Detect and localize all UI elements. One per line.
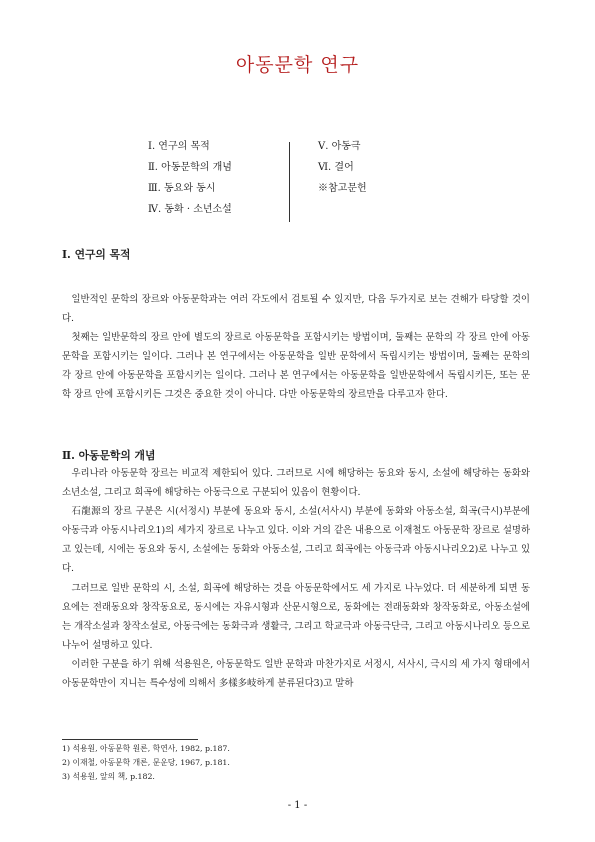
footnote: 2) 이재철, 아동문학 개론, 문운당, 1967, p.181. bbox=[62, 757, 230, 767]
toc-item: ※참고문헌 bbox=[318, 183, 367, 194]
page-title: 아동문학 연구 bbox=[235, 54, 360, 76]
section-body bbox=[62, 290, 530, 405]
toc-item: Ⅴ. 아동극 bbox=[318, 141, 361, 152]
paragraph: 일반적인 문학의 장르와 아동문학과는 여러 각도에서 검토될 수 있지만, 다음 두가지로 보는 견해가 타당할 것이다. bbox=[62, 294, 530, 325]
footnote: 1) 석용원, 아동문학 원론, 학연사, 1982, p.187. bbox=[62, 744, 230, 753]
paragraph: 이러한 구분을 하기 위해 석용원은, 아동문학도 일반 문학과 마찬가지로 서정시, 서사시, 극시의 세 가지 형태에서 아동문학만이 지니는 특수성에 의해서 多樣多岐하게 분류된다3)고 말하 bbox=[62, 658, 530, 690]
footnote-separator bbox=[62, 739, 198, 740]
toc-item: Ⅳ. 동화 · 소년소설 bbox=[148, 204, 232, 215]
section-body bbox=[62, 464, 530, 693]
toc-item: Ⅵ. 결어 bbox=[318, 162, 354, 173]
paragraph: 石龍源의 장르 구분은 시(서정시) 부분에 동요와 동시, 소설(서사시) 부분에 동화와 아동소설, 희곡(극시)부분에 아동극과 아동시나리오1)의 세가지 장르로 나누고 있다. 이와 거의 같은 내용으로 이재철도 아동문학 장르로 설명하고 있는데, 시에는 동요와 동시, 소설에는 동화와 아동소설, 그리고 희곡에는 아동극과 아동시나리오2)로 나누고 있다. bbox=[62, 506, 530, 575]
paragraph: 우리나라 아동문학 장르는 비교적 제한되어 있다. 그러므로 시에 해당하는 동요와 동시, 소설에 해당하는 동화와 소년소설, 그리고 희곡에 해당하는 아동극으로 구분되어 있음이 현황이다. bbox=[62, 468, 530, 499]
section-heading: Ⅱ. 아동문학의 개념 bbox=[62, 449, 156, 462]
toc-item: Ⅲ. 동요와 동시 bbox=[148, 183, 216, 194]
paragraph: 그러므로 일반 문학의 시, 소설, 희곡에 해당하는 것을 아동문학에서도 세 가지로 나누었다. 더 세분하게 되면 동요에는 전래동요와 창작동요로, 동시에는 자유시형과 산문시형으로, 동화에는 전래동화와 창작동화로, 아동소설에는 개작소설과 창작소설로, 아동극에는 동화극과 생활극, 그리고 학교극과 아동극단극, 그리고 아동시나리오 등으로 나누어 설명하고 있다. bbox=[62, 582, 530, 651]
section-heading: Ⅰ. 연구의 목적 bbox=[62, 248, 131, 261]
footnotes bbox=[62, 742, 230, 783]
footnote: 3) 석용원, 앞의 책, p.182. bbox=[62, 771, 155, 781]
table-of-contents bbox=[0, 136, 595, 226]
toc-item: Ⅱ. 아동문학의 개념 bbox=[148, 162, 232, 173]
paragraph: 첫째는 일반문학의 장르 안에 별도의 장르로 아동문학을 포함시키는 방법이며, 둘째는 문학의 각 장르 안에 아동문학을 포함시키는 일이다. 그러나 본 연구에서는 아동문학을 일반 문학에서 독립시키는 방법이며, 둘째는 문학의 각 장르 안에 아동문학을 포함시키는 일이다. 그러나 본 연구에서는 아동문학을 일반문학에서 독립시키든, 또는 문학 장르 안에 포함시키든 그것은 중요한 것이 아니다. 다만 아동문학의 장르만을 다루고자 한다. bbox=[62, 332, 530, 401]
toc-left-column bbox=[148, 136, 232, 220]
page-number: - 1 - bbox=[287, 800, 308, 811]
toc-divider bbox=[289, 142, 290, 222]
toc-right-column bbox=[318, 136, 367, 199]
toc-item: Ⅰ. 연구의 목적 bbox=[148, 141, 210, 152]
